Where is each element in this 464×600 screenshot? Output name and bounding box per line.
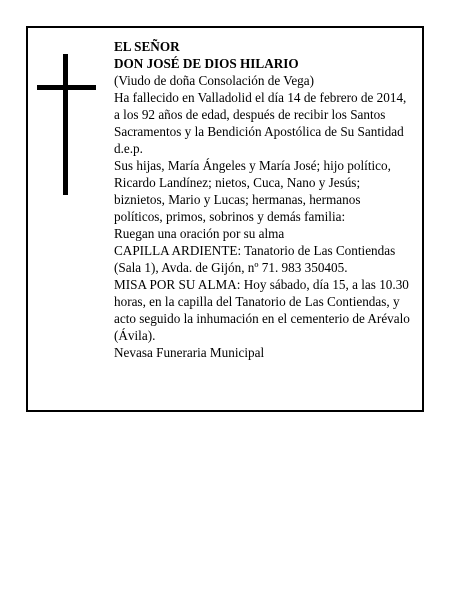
family-line: Sus hijas, María Ángeles y María José; hijo político, [114, 158, 391, 173]
death-notice-line: Sacramentos y la Bendición Apostólica de Su Santidad [114, 124, 404, 139]
mass-line: (Ávila). [114, 328, 156, 343]
obituary-title: EL SEÑOR [114, 39, 180, 54]
deceased-name: DON JOSÉ DE DIOS HILARIO [114, 56, 299, 71]
rip-abbreviation: d.e.p. [114, 141, 143, 156]
mass-line: horas, en la capilla del Tanatorio de Las Contiendas, y [114, 294, 400, 309]
chapel-line: CAPILLA ARDIENTE: Tanatorio de Las Contiendas [114, 243, 396, 258]
prayer-request: Ruegan una oración por su alma [114, 226, 285, 241]
cross-horizontal-bar [37, 85, 96, 90]
funeral-home-line: Nevasa Funeraria Municipal [114, 345, 265, 360]
widower-note: (Viudo de doña Consolación de Vega) [114, 73, 315, 88]
chapel-line: (Sala 1), Avda. de Gijón, nº 71. 983 350405. [114, 260, 348, 275]
cross-vertical-bar [63, 54, 68, 195]
death-notice-line: Ha fallecido en Valladolid el día 14 de febrero de 2014, [114, 90, 407, 105]
mass-line: MISA POR SU ALMA: Hoy sábado, día 15, a las 10.30 [114, 277, 409, 292]
mass-line: acto seguido la inhumación en el cementerio de Arévalo [114, 311, 410, 326]
family-line: políticos, primos, sobrinos y demás familia: [114, 209, 346, 224]
obituary-text [114, 38, 420, 361]
family-line: Ricardo Landínez; nietos, Cuca, Nano y Jesús; [114, 175, 361, 190]
family-line: biznietos, Mario y Lucas; hermanas, hermanos [114, 192, 361, 207]
death-notice-line: a los 92 años de edad, después de recibir los Santos [114, 107, 386, 122]
